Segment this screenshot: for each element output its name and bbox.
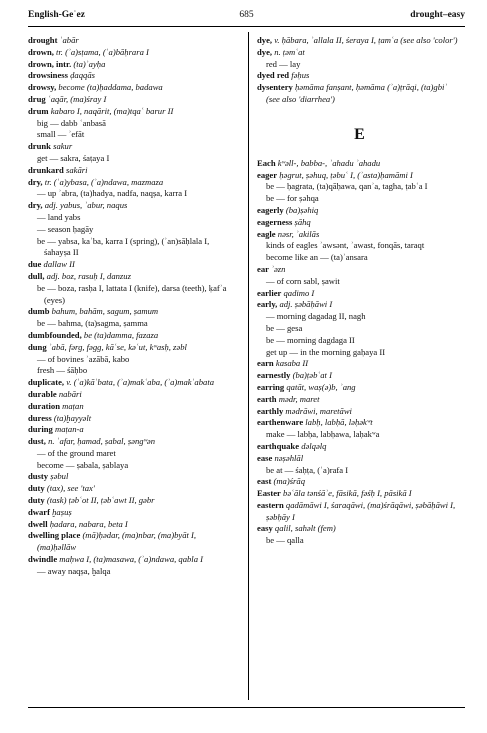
- entry-definition: (ta)ʾayḥa: [73, 58, 106, 69]
- entry-definition: kasaba II: [275, 358, 309, 369]
- entry-headword: drowsy,: [28, 82, 57, 93]
- entry-definition: (mā)ḥәdar, (ma)nbar, (ma)byāt I, (ma)ḥәllāw: [37, 530, 197, 553]
- dictionary-entry: [28, 436, 233, 448]
- entry-definition: (ta)ḫayyәlt: [53, 412, 92, 423]
- section-letter: E: [354, 125, 365, 143]
- entry-definition: ḥadara, nabara, beta I: [49, 518, 128, 529]
- sub-entry: be — for ṣәhqa: [266, 193, 319, 204]
- running-header: [28, 10, 465, 24]
- sub-entry: — season ḥagāy: [37, 223, 94, 234]
- entry-headword: due: [28, 259, 42, 270]
- right-column: [257, 35, 462, 547]
- entry-definition: be (ta)damma, fazaza: [83, 329, 159, 340]
- entry-definition: adj. ṣәbāḥāwi I: [279, 299, 333, 310]
- dictionary-entry: [28, 177, 233, 189]
- entry-definition: ʾәzn: [271, 263, 286, 274]
- entry-headword: duty: [28, 483, 45, 494]
- entry-headword: duress: [28, 412, 52, 423]
- dictionary-entry: [257, 441, 462, 453]
- dictionary-entry: [28, 471, 233, 483]
- entry-definition: ʾabār: [59, 35, 79, 45]
- dictionary-entry: [28, 82, 233, 94]
- entry-headword: earnestly: [257, 370, 291, 381]
- entry-definition: sakur: [53, 141, 73, 152]
- sub-entry: be at — śaḥṭa, (ʾa)rafa I: [266, 464, 349, 475]
- dictionary-entry: [28, 165, 233, 177]
- dictionary-entry: [28, 330, 233, 342]
- dictionary-entry: [28, 495, 233, 507]
- entry-headword: early,: [257, 299, 278, 310]
- entry-headword: duration: [28, 400, 60, 411]
- sub-entry: — land yabs: [37, 211, 81, 222]
- entry-headword: dry,: [28, 176, 43, 187]
- entry-definition: adj. boz, rasuḥ I, danzuz: [46, 270, 131, 281]
- dictionary-entry: [257, 288, 462, 300]
- dictionary-entry: [257, 358, 462, 370]
- entry-definition: ʿaqār, (ma)śray I: [47, 93, 107, 104]
- sub-entry: small — ʾefāt: [37, 129, 85, 140]
- entry-definition: mәdrāwi, maretāwi: [285, 405, 352, 416]
- dictionary-entry: [28, 47, 233, 59]
- entry-definition: maṭan: [62, 400, 84, 411]
- dictionary-entry: [28, 306, 233, 318]
- entry-headword: earthly: [257, 405, 284, 416]
- dictionary-entry: [257, 70, 462, 82]
- dictionary-entry: [257, 370, 462, 382]
- dictionary-entry: [28, 389, 233, 401]
- footer-rule: [28, 707, 465, 708]
- entry-definition: dallaw II: [43, 259, 75, 270]
- sub-entry: — of corn sabl, ṣawit: [266, 275, 340, 286]
- sub-entry: get — sakra, śaṭaya I: [37, 152, 110, 163]
- entry-definition: qatāt, waṣ(ә)b, ʾang: [286, 381, 356, 392]
- dictionary-entry: [28, 424, 233, 436]
- dictionary-entry: [257, 217, 462, 229]
- entry-headword: drum: [28, 105, 49, 116]
- entry-definition: kabaro I, naqārit, (ma)tqaʿ barur II: [50, 105, 174, 116]
- entry-definition: qadāmāwi I, śaraqāwi, (ma)śrāqāwi, ṣәbāḥāwi I, ṣәbḥāy I: [266, 499, 456, 522]
- entry-definition: v. (ʾa)kāʿbata, (ʾa)makʿaba, (ʾa)makʿabata: [66, 377, 215, 388]
- entry-headword: drug: [28, 93, 46, 104]
- entry-headword: earthenware: [257, 417, 304, 428]
- dictionary-entry: [257, 47, 462, 59]
- entry-definition: (task) ṭәbʿot II, ṭәbʿawt II, gәbr: [46, 495, 155, 506]
- entry-headword: durable: [28, 388, 57, 399]
- dictionary-entry: [257, 488, 462, 500]
- entry-headword: eagerly: [257, 204, 284, 215]
- dictionary-entry: [28, 141, 233, 153]
- dictionary-entry: [257, 406, 462, 418]
- header-section-title: English-Geʿez: [28, 10, 85, 20]
- entry-headword: dwell: [28, 518, 48, 529]
- dictionary-entry: [257, 229, 462, 241]
- sub-entry: be — bahma, (ta)sagma, ṣamma: [37, 318, 148, 329]
- header-range: drought–easy: [410, 10, 465, 20]
- entry-definition: ʾabā, fәrg, fәgg, kāʿse, kәʿut, kʷasḥ, zәbl: [48, 341, 187, 352]
- dictionary-entry: [28, 519, 233, 531]
- entry-definition: (ma)śrāq: [273, 476, 305, 487]
- entry-definition: bahum, bahām, sagum, ṣamum: [51, 306, 159, 317]
- dictionary-entry: [28, 377, 233, 389]
- entry-headword: dry,: [28, 200, 43, 211]
- sub-entry: red — lay: [266, 58, 301, 69]
- entry-headword: during: [28, 424, 53, 435]
- sub-entry: be — boza, rasḥa I, lattata I (knife), darsa (teeth), ḳafʾa (eyes): [37, 282, 227, 305]
- sub-entry: — morning dagadag II, nagh: [266, 311, 366, 322]
- entry-headword: dyed red: [257, 70, 290, 81]
- left-column: [28, 35, 233, 578]
- dictionary-entry: [28, 401, 233, 413]
- entry-headword: duplicate,: [28, 377, 65, 388]
- entry-definition: (ba)ṭәbʿat I: [292, 370, 332, 381]
- entry-headword: easy: [257, 523, 273, 534]
- entry-definition: n. ṭәmʿat: [274, 46, 305, 57]
- dictionary-entry: [257, 299, 462, 311]
- entry-headword: dysentery: [257, 82, 293, 93]
- entry-headword: dye,: [257, 46, 273, 57]
- entry-headword: dye,: [257, 35, 273, 45]
- entry-headword: eagerness: [257, 216, 293, 227]
- entry-headword: eager: [257, 169, 278, 180]
- dictionary-entry: [28, 554, 233, 566]
- right-column-e-entries: [257, 158, 462, 547]
- dictionary-entry: [257, 500, 462, 524]
- entry-headword: drought: [28, 35, 58, 45]
- entry-definition: n. ʾafar, ḥamad, ṣabal, ṣәngʷәn: [48, 436, 156, 447]
- entry-definition: nәṣәhlāl: [274, 452, 304, 463]
- dictionary-entry: [257, 382, 462, 394]
- sub-entry: make — labḥa, labḥawa, laḥakʷa: [266, 429, 380, 440]
- dictionary-entry: [28, 413, 233, 425]
- sub-entry: be — gesa: [266, 322, 303, 333]
- entry-definition: nabāri: [58, 388, 82, 399]
- entry-headword: earth: [257, 393, 277, 404]
- entry-definition: qadimo I: [283, 287, 315, 298]
- entry-definition: ḥәmāma fanṣant, ḥәmāma (ʾa)ṭrāqi, (ta)gbiʾ (see also 'diarrhea'): [266, 82, 448, 104]
- page-number: 685: [239, 10, 254, 20]
- entry-headword: dumbfounded,: [28, 329, 82, 340]
- entry-definition: mәdr, maret: [278, 393, 320, 404]
- entry-definition: tr. (ʾa)sṭama, (ʾa)bāḥrara I: [56, 46, 149, 57]
- entry-definition: ṣāhq: [294, 216, 311, 227]
- entry-definition: become (ta)ḥaddama, badawa: [58, 82, 163, 93]
- entry-headword: dwelling place: [28, 530, 81, 541]
- sub-entry: — up ʾabra, (ta)hadya, nadfa, naqṣa, karra I: [37, 188, 188, 199]
- entry-headword: eastern: [257, 499, 284, 510]
- entry-headword: ear: [257, 263, 269, 274]
- sub-entry: big — dabb ʿanbasā: [37, 117, 106, 128]
- dictionary-entry: [28, 271, 233, 283]
- entry-headword: drowsiness: [28, 70, 68, 81]
- entry-definition: tr. (ʾa)ybasa, (ʾa)ndawa, mazmaza: [44, 176, 164, 187]
- dictionary-entry: [28, 35, 233, 47]
- sub-entry: fresh — śāḥbo: [37, 365, 88, 376]
- entry-headword: dung: [28, 341, 47, 352]
- dictionary-entry: [28, 483, 233, 495]
- entry-definition: v. ḥābara, ʾallala II, śeraya I, ṭamʿa (see also 'color'): [274, 35, 458, 45]
- dictionary-entry: [28, 507, 233, 519]
- entry-definition: ḫaṣuṣ: [52, 506, 72, 517]
- dictionary-entry: [257, 205, 462, 217]
- entry-headword: dusty: [28, 471, 49, 482]
- entry-headword: earn: [257, 358, 274, 369]
- entry-headword: duty: [28, 495, 45, 506]
- sub-entry: kinds of eagles ʾawsәnt, ʾawast, fonqās, taraqt: [266, 240, 425, 251]
- entry-headword: eagle: [257, 228, 276, 239]
- entry-definition: bәʿāla tәnśāʾe, fāsikā, fәśḥ I, pāsikā I: [283, 488, 412, 499]
- dictionary-entry: [28, 94, 233, 106]
- dictionary-entry: [28, 200, 233, 212]
- sub-entry: be — ḥagrata, (ta)qāḥawa, qanʾa, tagha, ṭabʿa I: [266, 181, 428, 192]
- sub-entry: be — qalla: [266, 535, 304, 546]
- dictionary-entry: [257, 417, 462, 429]
- entry-headword: earring: [257, 381, 285, 392]
- dictionary-entry: [257, 453, 462, 465]
- entry-headword: ease: [257, 452, 273, 463]
- entry-definition: ḥәgrut, ṣәhuq, ṭәbuʿ I, (ʾasta)ḥamāmi I: [279, 169, 413, 180]
- sub-entry: — of the ground maret: [37, 447, 116, 458]
- dictionary-entry: [28, 59, 233, 71]
- sub-entry: be — yabsa, kaʿba, karra I (spring), (ʾan)sāḥlala I, śahayṣa II: [37, 235, 210, 258]
- entry-definition: nәsr, ʾakilās: [277, 228, 320, 239]
- header-rule: [28, 26, 465, 27]
- right-column-d-entries: [257, 35, 462, 106]
- sub-entry: — of bovines ʾazābā, kabo: [37, 353, 130, 364]
- entry-definition: maḥwa I, (ta)masawa, (ʾa)ndawa, qabla I: [59, 554, 203, 565]
- entry-definition: fәḥus: [291, 70, 310, 81]
- dictionary-entry: [28, 342, 233, 354]
- entry-headword: dwarf: [28, 506, 50, 517]
- sub-entry: become — ṣabala, ṣablaya: [37, 459, 129, 470]
- entry-definition: (tax), see 'tax': [46, 483, 95, 494]
- entry-headword: drunk: [28, 141, 51, 152]
- sub-entry: get up — in the morning gaḥaya II: [266, 346, 386, 357]
- entry-headword: east: [257, 476, 272, 487]
- entry-headword: dumb: [28, 306, 50, 317]
- entry-definition: qalil, sahәlt (fem): [274, 523, 336, 534]
- dictionary-entry: [257, 394, 462, 406]
- dictionary-entry: [257, 476, 462, 488]
- entry-definition: ḍaqqās: [70, 70, 95, 81]
- dictionary-entry: [257, 523, 462, 535]
- entry-headword: drunkard: [28, 164, 64, 175]
- sub-entry: become like an — (ta)ʾansara: [266, 252, 368, 263]
- dictionary-entry: [28, 70, 233, 82]
- entry-definition: (ba)ṣәhiq: [285, 204, 319, 215]
- entry-headword: earlier: [257, 287, 282, 298]
- dictionary-entry: [257, 158, 462, 170]
- entry-headword: Easter: [257, 488, 281, 499]
- sub-entry: be — morning dagdaga II: [266, 334, 355, 345]
- entry-definition: maṭan-a: [55, 424, 84, 435]
- entry-headword: drown,: [28, 46, 54, 57]
- dictionary-entry: [257, 35, 462, 47]
- entry-headword: dull,: [28, 270, 45, 281]
- dictionary-entry: [28, 530, 233, 554]
- dictionary-entry: [257, 264, 462, 276]
- entry-definition: kʷәll-, babba-, ʾahadu ʾahadu: [277, 157, 381, 168]
- dictionary-entry: [257, 170, 462, 182]
- dictionary-entry: [28, 106, 233, 118]
- entry-headword: drown, intr.: [28, 58, 72, 69]
- dictionary-entry: [257, 82, 462, 106]
- entry-definition: adj. yabus, ʾabur, naqus: [44, 200, 128, 211]
- entry-headword: earthquake: [257, 440, 300, 451]
- entry-definition: labḥ, labḥā, lәḥәkʷt: [305, 417, 373, 428]
- entry-headword: dust,: [28, 436, 46, 447]
- entry-definition: dәlqәlq: [301, 440, 327, 451]
- entry-definition: sakāri: [65, 164, 88, 175]
- dictionary-entry: [28, 259, 233, 271]
- entry-definition: ṣәbul: [50, 471, 69, 482]
- entry-headword: dwindle: [28, 554, 58, 565]
- sub-entry: — away naqṣa, ḫalqa: [37, 565, 111, 576]
- entry-headword: Each: [257, 157, 276, 168]
- column-divider: [248, 32, 249, 700]
